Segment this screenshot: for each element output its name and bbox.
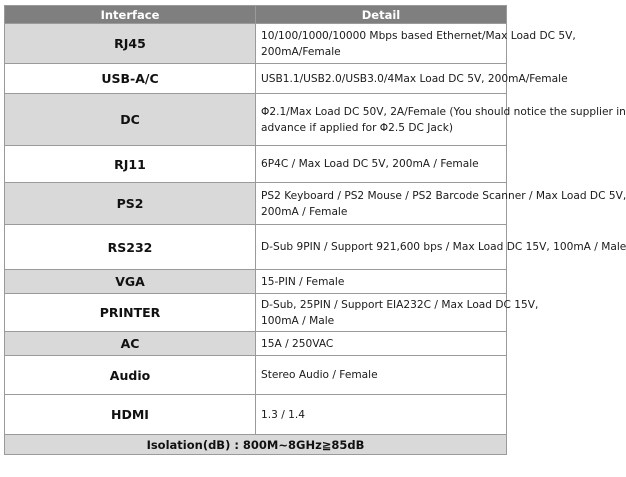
interface-cell: Audio [5,356,256,395]
interface-cell: PS2 [5,183,256,225]
table-row [5,146,507,183]
detail-line: 200mA/Female [261,45,341,58]
detail-line: D-Sub, 25PIN / Support EIA232C / Max Load DC 15V, [261,298,539,311]
table-row [5,24,507,64]
interface-cell: AC [5,332,256,356]
detail-line: 15-PIN / Female [261,275,345,288]
interface-cell: USB-A/C [5,64,256,94]
detail-cell [256,146,507,183]
interface-cell: RS232 [5,225,256,270]
table-row [5,225,507,270]
detail-line: Stereo Audio / Female [261,369,378,381]
detail-cell [256,183,626,225]
detail-cell [256,332,507,356]
table-row [5,395,507,435]
detail-line: 10/100/1000/10000 Mbps based Ethernet/Max Load DC 5V, [261,29,576,42]
interface-cell: DC [5,94,256,146]
footer-row [5,435,507,455]
detail-line: 6P4C / Max Load DC 5V, 200mA / Female [261,158,479,170]
interface-cell: VGA [5,270,256,294]
table-row [5,270,507,294]
header-interface: Interface [5,6,256,24]
detail-cell [256,24,576,64]
table-row [5,183,507,225]
detail-line: USB1.1/USB2.0/USB3.0/4Max Load DC 5V, 200mA/Female [261,72,568,85]
detail-cell [256,225,626,270]
detail-cell [256,356,507,395]
detail-line: 1.3 / 1.4 [261,408,305,421]
interface-cell: RJ45 [5,24,256,64]
interface-cell: RJ11 [5,146,256,183]
detail-line: advance if applied for Φ2.5 DC Jack) [261,121,453,134]
detail-cell [256,294,539,332]
interface-cell: HDMI [5,395,256,435]
header-row [5,6,507,24]
detail-line: D-Sub 9PIN / Support 921,600 bps / Max Load DC 15V, 100mA / Male [261,241,626,253]
detail-line: 100mA / Male [261,314,335,327]
interface-cell: PRINTER [5,294,256,332]
table-row [5,294,507,332]
table-row [5,94,507,146]
table-row [5,332,507,356]
detail-cell [256,270,507,294]
detail-cell [256,395,507,435]
table-row [5,356,507,395]
isolation-footer: Isolation(dB) : 800M~8GHz≧85dB [5,435,507,455]
table-row [5,64,507,94]
detail-line: 200mA / Female [261,205,348,218]
interface-spec-table [4,5,626,455]
detail-line: PS2 Keyboard / PS2 Mouse / PS2 Barcode Scanner / Max Load DC 5V, [261,189,626,202]
detail-line: Φ2.1/Max Load DC 50V, 2A/Female (You should notice the supplier in [261,105,626,118]
header-detail: Detail [256,6,507,24]
detail-cell [256,64,568,94]
detail-line: 15A / 250VAC [261,337,334,350]
detail-cell [256,94,626,146]
